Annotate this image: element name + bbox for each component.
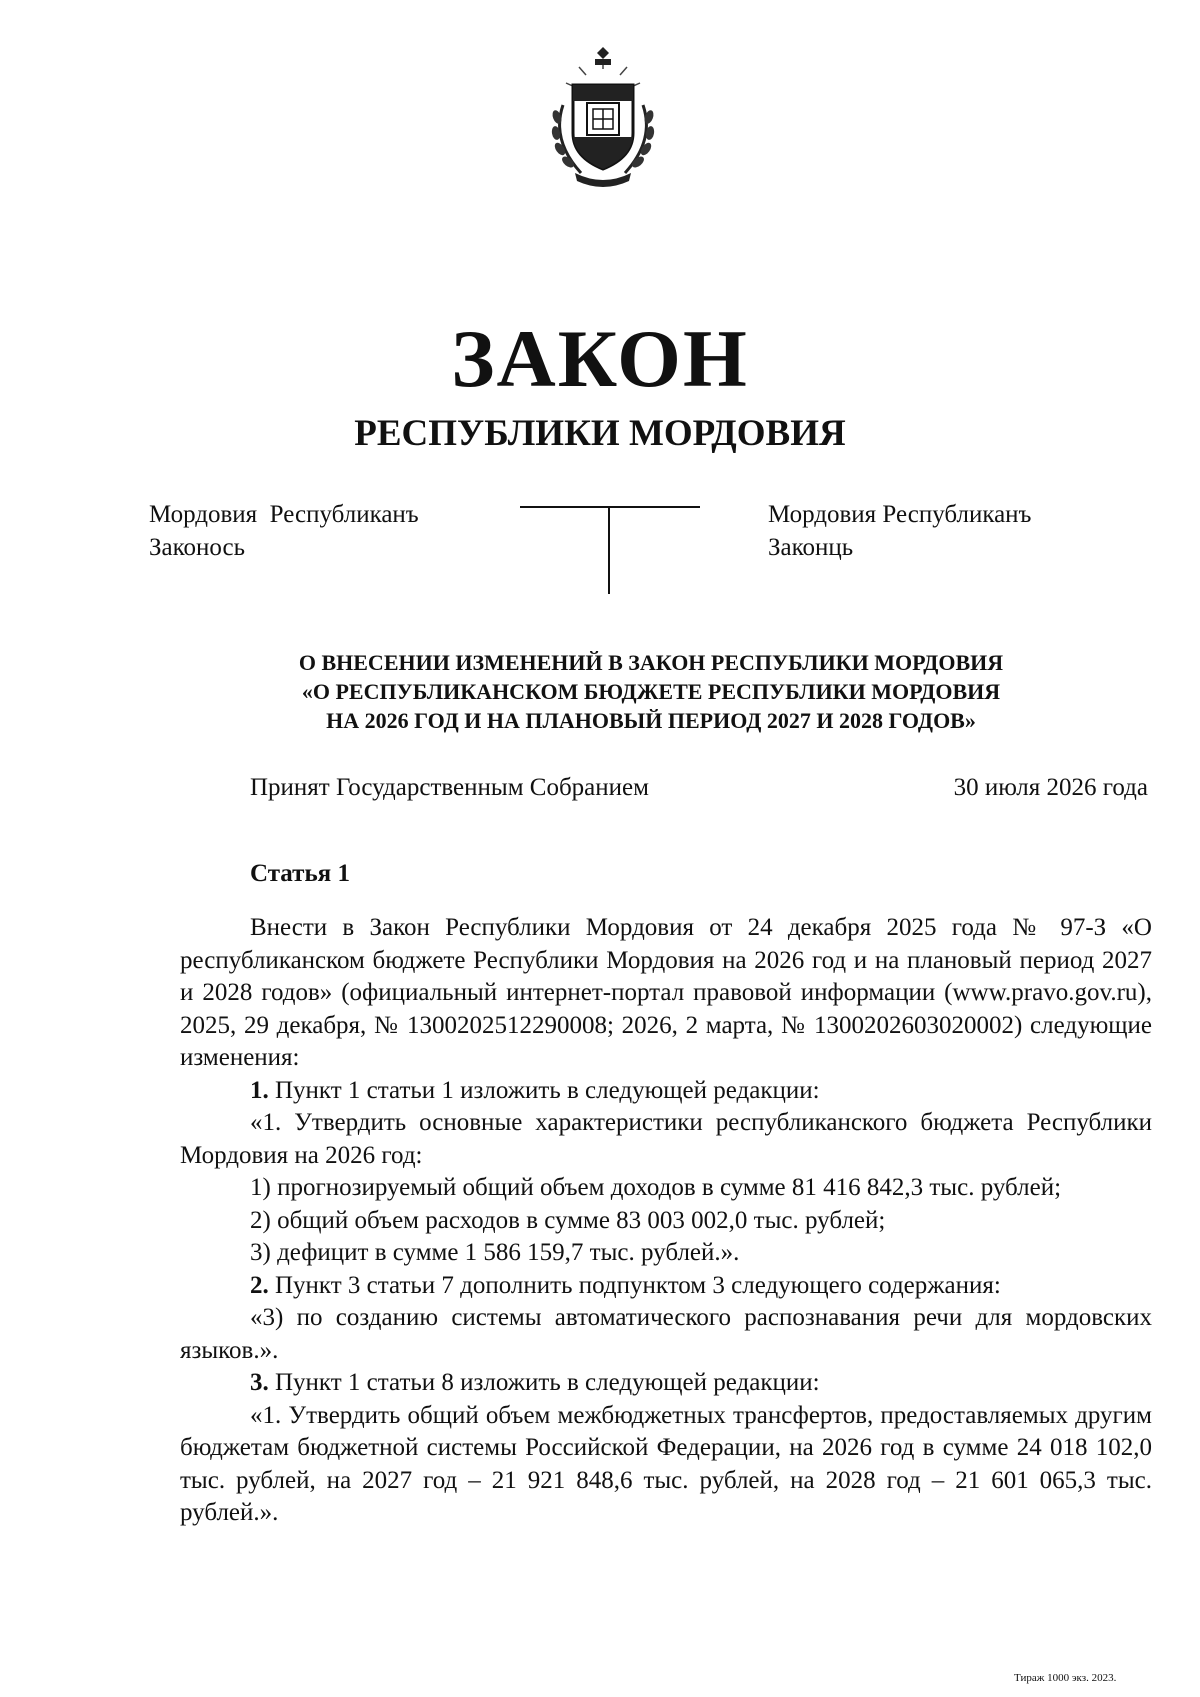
amendment-item-1-quote: «1. Утвердить основные характеристики республиканского бюджета Республики Мордовия на 2026 год: [180,1109,1152,1169]
divider-vertical [608,506,610,594]
mordovian-title-right-line2: Законць [768,534,854,561]
mordovian-title-left-line2: Законось [149,534,245,561]
amendment-item-2-quote: «3) по созданию системы автоматического распознавания речи для мордовских языков.». [180,1304,1152,1364]
coat-of-arms-emblem [541,45,665,190]
article-title: Статья 1 [250,860,350,887]
law-heading [220,648,1082,735]
amendment-item-3-quote: «1. Утвердить общий объем межбюджетных трансфертов, предоставляемых другим бюджетам бюджетной системы Российской Федерации, на 2026 год в сумме 24 018 102,0 тыс. рублей, на 2027 год – 21 921 848,6 тыс. рублей, на 2028 год – 21 601 065,3 тыс. рублей.». [180,1401,1152,1526]
print-circulation-note: Тираж 1000 экз. 2023. [1014,1672,1117,1684]
amendment-item-2 [180,1270,1152,1303]
document-subtitle: РЕСПУБЛИКИ МОРДОВИЯ [354,413,846,454]
amendment-item-3 [180,1367,1152,1400]
amendment-item-2-number: 2. [250,1271,269,1299]
mordovian-title-left [149,498,419,564]
article-body [180,912,1152,1530]
document-title: ЗАКОН [451,313,749,404]
amendment-item-1-number: 1. [250,1076,269,1104]
mordovian-title-right-line1: Мордовия Республиканъ [768,501,1032,528]
amendment-item-1 [180,1075,1152,1108]
amendment-item-3-number: 3. [250,1369,269,1396]
mordovian-title-right [768,498,1032,564]
amendment-item-3-text: Пункт 1 статьи 8 изложить в следующей редакции: [275,1369,820,1396]
amendment-item-1-sub-2: 2) общий объем расходов в сумме 83 003 002,0 тыс. рублей; [250,1206,886,1234]
amendment-item-2-text: Пункт 3 статьи 7 дополнить подпунктом 3 следующего содержания: [275,1271,1001,1299]
adoption-date: 30 июля 2026 года [953,774,1148,801]
amendment-item-1-sub-3: 3) дефицит в сумме 1 586 159,7 тыс. рублей.». [250,1239,740,1266]
law-heading-line2: «О РЕСПУБЛИКАНСКОМ БЮДЖЕТЕ РЕСПУБЛИКИ МОРДОВИЯ [301,679,1001,704]
mordovian-title-left-line1: Мордовия Республиканъ [149,501,419,528]
amendment-item-1-text: Пункт 1 статьи 1 изложить в следующей редакции: [275,1076,820,1104]
adoption-body: Принят Государственным Собранием [250,774,649,801]
article-intro: Внести в Закон Республики Мордовия от 24 декабря 2025 года № 97-З «О республиканском бюджете Республики Мордовия на 2026 год и на плановый период 2027 и 2028 годов» (официальный интернет-портал правовой информации (www.pravo.gov.ru), 2025, 29 декабря, № 1300202512290008; 2026, 2 марта, № 1300202603020002) следующие изменения: [180,914,1152,1071]
law-heading-line1: О ВНЕСЕНИИ ИЗМЕНЕНИЙ В ЗАКОН РЕСПУБЛИКИ МОРДОВИЯ [298,650,1004,675]
amendment-item-1-sub-1: 1) прогнозируемый общий объем доходов в сумме 81 416 842,3 тыс. рублей; [250,1174,1062,1201]
law-heading-line3: НА 2026 ГОД И НА ПЛАНОВЫЙ ПЕРИОД 2027 И 2028 ГОДОВ» [326,708,976,733]
divider-horizontal [520,506,700,508]
